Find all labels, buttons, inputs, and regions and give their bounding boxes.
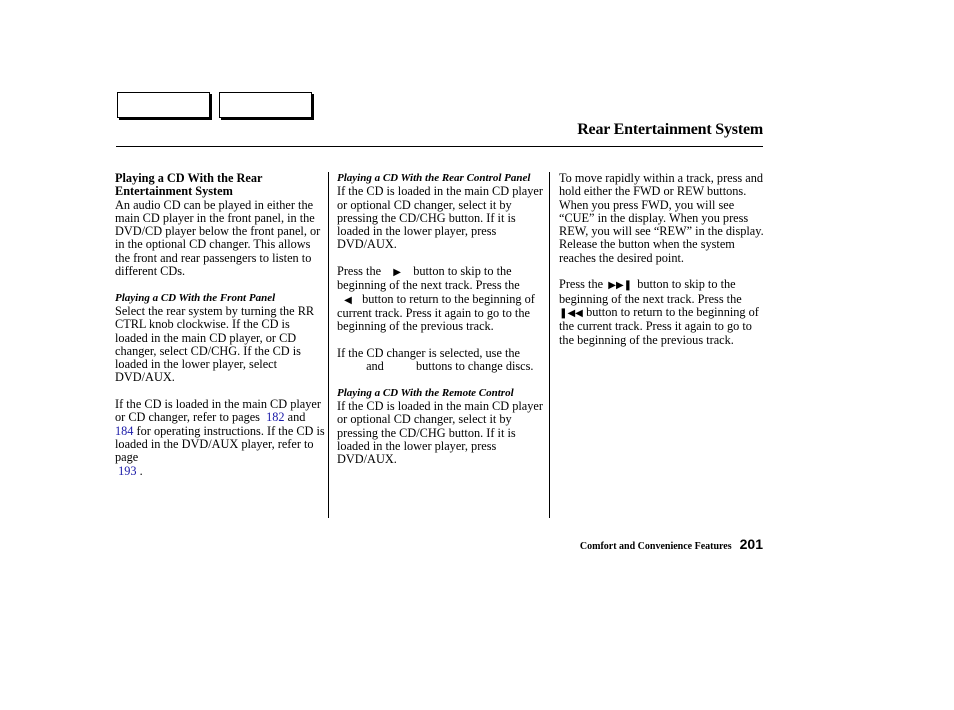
subheading-remote-control: Playing a CD With the Remote Control	[337, 386, 514, 399]
intro-paragraph: An audio CD can be played in either the main CD player in the front panel, in the DVD/CD player below the front panel, or in the optional CD changer. This allows the front and rear passengers to listen to different CDs.	[115, 197, 321, 279]
skip-text-c: button to return to the beginning of current track. Press it again to go to the beginning of the previous track.	[337, 291, 535, 334]
skip-next-icon: ▶▶❚	[608, 280, 633, 292]
page-link-193[interactable]: 193	[118, 463, 137, 478]
changer-text-b: buttons to change discs.	[416, 359, 534, 374]
reference-paragraph	[115, 398, 325, 478]
skip-text-b: button to skip to the beginning of the next track. Press the	[337, 264, 520, 293]
subheading-front-panel: Playing a CD With the Front Panel	[115, 291, 276, 304]
rear-control-paragraph: If the CD is loaded in the main CD player or optional CD changer, select it by pressing the CD/CHG button. If it is loaded in the lower player, press DVD/AUX.	[337, 184, 543, 252]
fwd-rew-paragraph: To move rapidly within a track, press and hold either the FWD or REW buttons. When you press FWD, you will see “CUE” in the display. When you press REW, you will see “REW” in the display. Release the button when the system reaches the desired point.	[559, 171, 764, 265]
nav-button-2[interactable]	[219, 92, 312, 118]
track-skip-text-b: button to skip to the beginning of the next track. Press the	[559, 277, 742, 306]
nav-button-1[interactable]	[117, 92, 210, 118]
changer-paragraph	[337, 347, 544, 374]
changer-text-a: If the CD changer is selected, use the	[337, 345, 521, 360]
play-right-icon: ▶	[393, 267, 401, 279]
footer-section-title: Comfort and Convenience Features	[579, 541, 732, 552]
track-skip-text-a: Press the	[559, 277, 604, 292]
reference-text-a: If the CD is loaded in the main CD player or CD changer, refer to pages	[115, 397, 321, 425]
front-panel-paragraph: Select the rear system by turning the RR CTRL knob clockwise. If the CD is loaded in the main CD player, or CD changer, select CD/CHG. If the CD is loaded in the lower player, select DVD/AUX.	[115, 303, 315, 385]
title-rule	[116, 146, 763, 147]
changer-and: and	[366, 359, 384, 374]
reference-period: .	[139, 463, 143, 478]
track-skip-paragraph	[559, 278, 765, 346]
column-divider-2	[549, 172, 550, 518]
page-number: 201	[739, 536, 763, 552]
play-left-icon: ◀	[344, 294, 352, 306]
skip-paragraph	[337, 265, 544, 333]
reference-text-b: for operating instructions. If the CD is loaded in the DVD/AUX player, refer to page	[115, 423, 325, 465]
column-2	[337, 172, 544, 467]
page-title: Rear Entertainment System	[577, 121, 763, 138]
page-link-184[interactable]: 184	[115, 423, 134, 438]
column-1	[115, 172, 325, 478]
skip-text-a: Press the	[337, 264, 382, 279]
page-footer	[580, 536, 763, 554]
remote-paragraph: If the CD is loaded in the main CD player or optional CD changer, select it by pressing the CD/CHG button. If it is loaded in the lower player, press DVD/AUX.	[337, 399, 543, 467]
column-divider-1	[328, 172, 329, 518]
page-link-182[interactable]: 182	[266, 410, 285, 425]
section-heading-rear-entertainment: Playing a CD With the Rear Entertainment System	[115, 171, 263, 199]
column-3	[559, 172, 765, 347]
track-skip-text-c: button to return to the beginning of the current track. Press it again to go to the beginning of the previous track.	[559, 304, 759, 347]
skip-previous-icon: ❚◀◀	[559, 307, 583, 319]
reference-and: and	[287, 410, 306, 425]
subheading-rear-control-panel: Playing a CD With the Rear Control Panel	[337, 172, 531, 184]
